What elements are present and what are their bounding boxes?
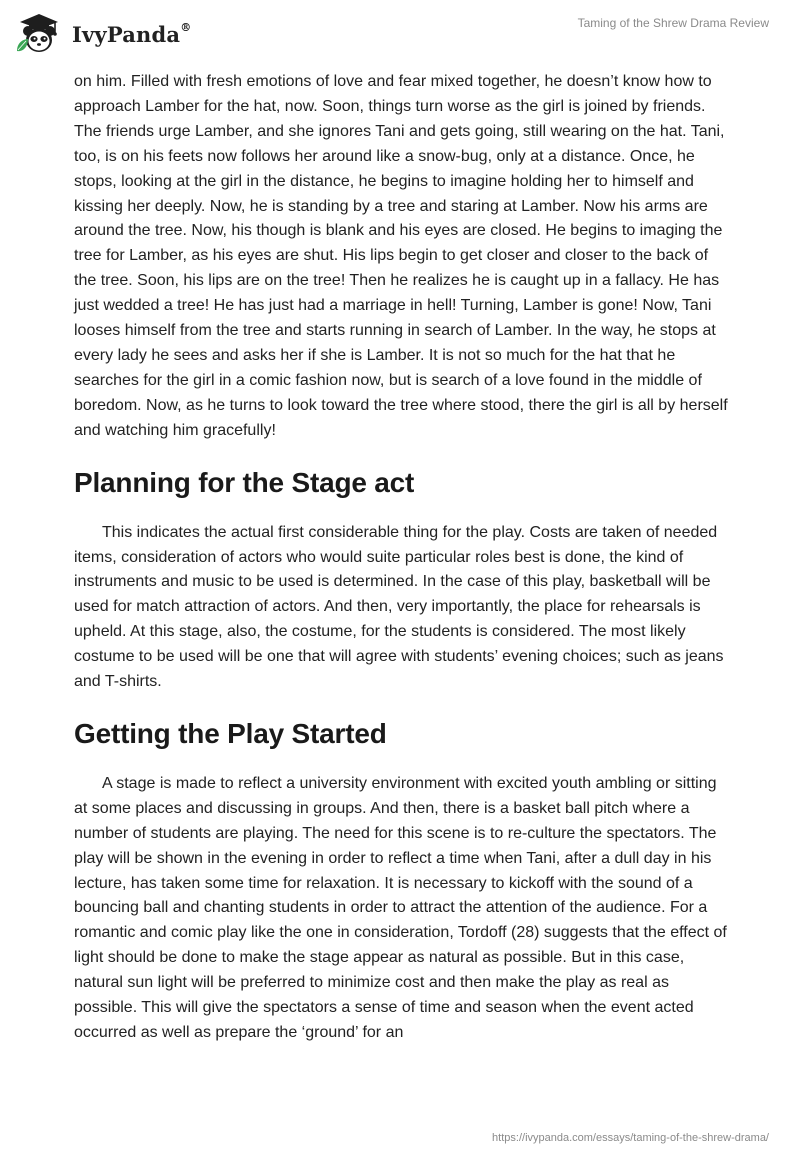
essay-content bbox=[74, 70, 734, 1046]
brand-name bbox=[72, 22, 191, 47]
paragraph-continued: on him. Filled with fresh emotions of love and fear mixed together, he doesn’t know how to approach Lamber for the hat, now. Soon, things turn worse as the girl is joined by friends. The friends urge Lamber, and she ignores Tani and gets going, still wearing on the hat. Tani, too, is on his feets now follows her around like a snow-bug, only at a distance. Once, he stops, looking at the girl in the distance, he begins to imagine holding her to himself and kissing her deeply. Now, he is standing by a tree and staring at Lamber. Now his arms are around the tree. Now, his though is blank and his eyes are closed. He begins to imaging the tree for Lamber, as his eyes are shut. His lips begin to get closer and closer to the back of the tree. Soon, his lips are on the tree! Then he realizes he is caught up in a fallacy. He has just wedded a tree! He has just had a marriage in hell! Turning, Lamber is gone! Now, Tani looses himself from the tree and starts running in search of Lamber. In the way, he stops at every lady he sees and asks her if she is Lamber. It is not so much for the hat that he searches for the girl in a comic fashion now, but is search of a love found in the middle of boredom. Now, as he turns to look toward the tree where stood, there the girl is all by herself and watching him gracefully! bbox=[74, 73, 728, 439]
document-title: Taming of the Shrew Drama Review bbox=[577, 16, 769, 30]
source-url[interactable]: https://ivypanda.com/essays/taming-of-the-shrew-drama/ bbox=[492, 1132, 769, 1144]
paragraph-planning: This indicates the actual first considerable thing for the play. Costs are taken of needed items, consideration of actors who would suite particular roles best is done, the kind of instruments and music to be used is determined. In the case of this play, basketball will be used for match attraction of actors. And then, very importantly, the place for rehearsals is upheld. At this stage, also, the costume, for the students is considered. The most likely costume to be used will be one that will agree with students’ evening choices; such as jeans and T-shirts. bbox=[74, 523, 724, 691]
page-header bbox=[0, 0, 800, 70]
registered-mark: ® bbox=[180, 20, 192, 34]
section-heading-planning: Planning for the Stage act bbox=[74, 466, 415, 498]
panda-graduate-logo-icon bbox=[14, 9, 62, 57]
section-heading-getting-started: Getting the Play Started bbox=[74, 717, 387, 749]
ivypanda-logo[interactable] bbox=[14, 9, 274, 57]
paragraph-getting-started: A stage is made to reflect a university environment with excited youth ambling or sitting at some places and discussing in groups. And then, there is a basket ball pitch where a number of students are playing. The need for this scene is to re-culture the spectators. The play will be shown in the evening in order to reflect a time when Tani, after a dull day in his lecture, has taken some time for relaxation. It is necessary to kickoff with the sound of a bouncing ball and chanting students in order to attract the attention of the audience. For a romantic and comic play like the one in consideration, Tordoff (28) suggests that the effect of light should be done to make the stage appear as natural as possible. But in this case, natural sun light will be preferred to minimize cost and then make the play as real as possible. This will give the spectators a sense of time and season when the event acted occurred as well as prepare the ‘ground’ for an bbox=[74, 774, 727, 1041]
brand-text: IvyPanda bbox=[72, 21, 181, 47]
